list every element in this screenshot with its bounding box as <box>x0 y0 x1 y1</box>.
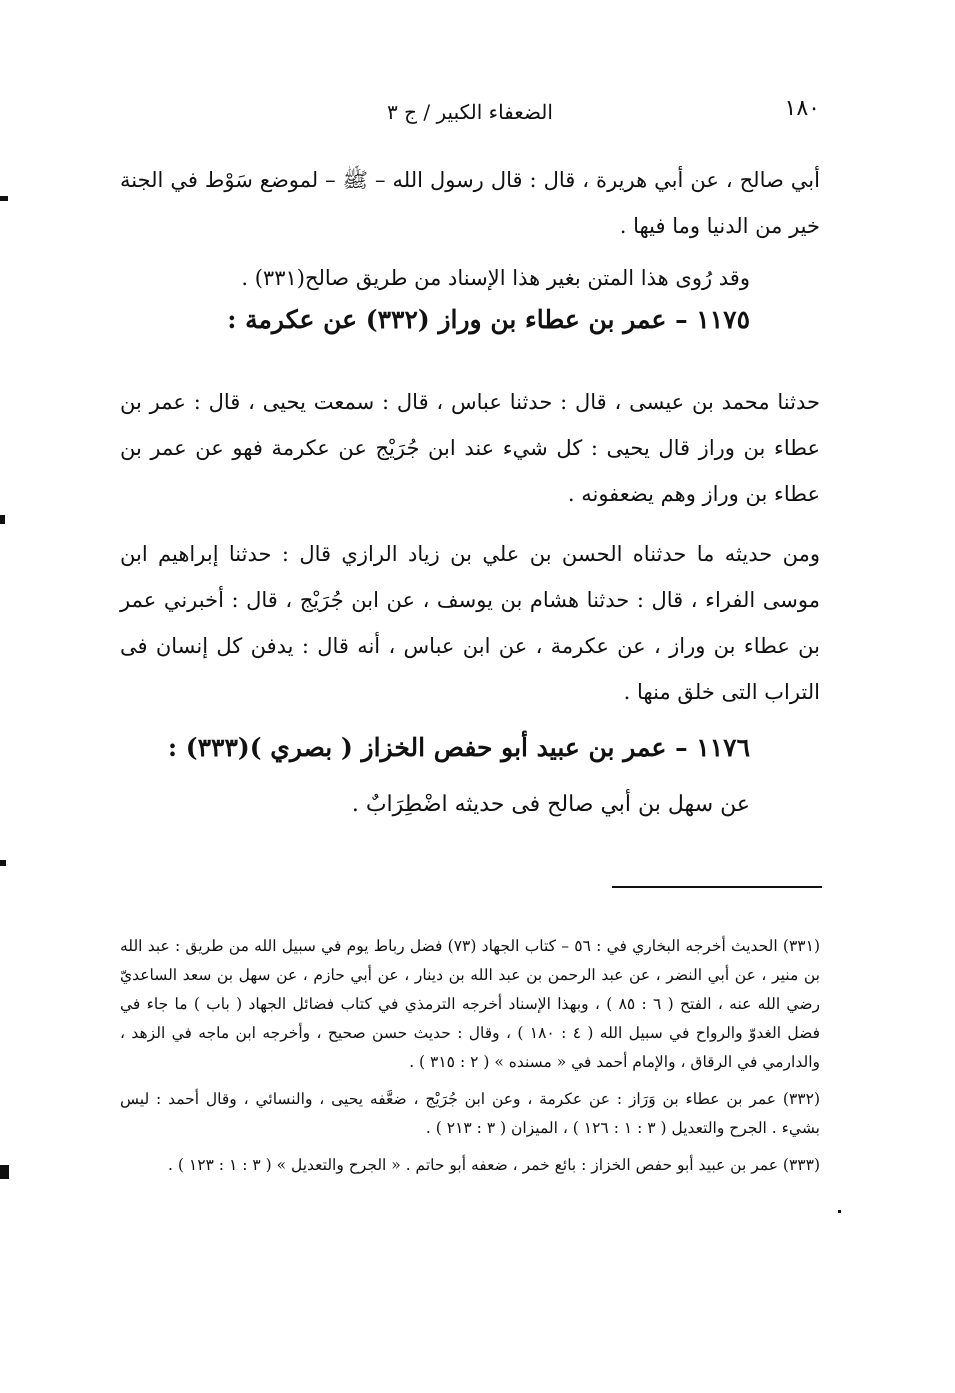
running-title: الضعفاء الكبير / ج ٣ <box>387 100 553 124</box>
paragraph-hadith-continuation: أبي صالح ، عن أبي هريرة ، قال : قال رسول الله – ﷺ – لموضع سَوْط في الجنة خير من الدنيا وما فيها . <box>120 168 820 238</box>
entry-1176-note: عن سهل بن أبي صالح فى حديثه اضْطِرَابٌ . <box>351 792 750 817</box>
entry-heading-1175: ١١٧٥ – عمر بن عطاء بن وراز (٣٣٢) عن عكرمة : <box>227 305 750 334</box>
scan-edge-mark <box>0 860 6 866</box>
paragraph-entry-1175-report: حدثنا محمد بن عيسى ، قال : حدثنا عباس ، قال : سمعت يحيى ، قال : عمر بن عطاء بن وراز قال يحيى : كل شيء عند ابن جُرَيْج عن عكرمة فهو عن عمر بن عطاء بن وراز وهم يضعفونه . <box>120 390 820 506</box>
footnote-divider <box>612 886 822 888</box>
paragraph-alternate-chain: وقد رُوى هذا المتن بغير هذا الإسناد من طريق صالح(٣٣١) . <box>241 266 750 290</box>
scan-speck <box>838 1210 841 1213</box>
footnote-332: (٣٣٢) عمر بن عطاء بن وَرَاز : عن عكرمة ، وعن ابن جُرَيْج ، ضعَّفه يحيى ، والنسائي ، وقال أحمد : ليس بشيء . الجرح والتعديل ( ٣ : ١ : ١٢٦ ) ، الميزان ( ٣ : ٢١٣ ) . <box>120 1090 820 1137</box>
paragraph-entry-1175-hadith: ومن حديثه ما حدثناه الحسن بن علي بن زياد الرازي قال : حدثنا إبراهيم ابن موسى الفراء ، قال : حدثنا هشام بن يوسف ، عن ابن جُرَيْج ، قال : أخبرني عمر بن عطاء بن وراز ، عن عكرمة ، عن ابن عباس ، أنه قال : يدفن كل إنسان فى التراب التى خلق منها . <box>120 542 820 704</box>
entry-heading-1176: ١١٧٦ – عمر بن عبيد أبو حفص الخزاز ( بصري )(٣٣٣) : <box>167 733 750 762</box>
scan-edge-mark <box>0 515 5 524</box>
footnotes <box>120 932 820 1188</box>
scan-edge-mark <box>0 1165 9 1179</box>
footnote-333: (٣٣٣) عمر بن عبيد أبو حفص الخزاز : بائع خمر ، ضعفه أبو حاتم . « الجرح والتعديل » ( ٣ : ١ : ١٢٣ ) . <box>168 1156 820 1174</box>
page-header <box>120 96 820 136</box>
footnote-331: (٣٣١) الحديث أخرجه البخاري في : ٥٦ – كتاب الجهاد (٧٣) فضل رباط يوم في سبيل الله من طريق : عبد الله بن منير ، عن أبي النضر ، عن عبد الرحمن بن عبد الله بن دينار ، عن أبي حازم ، عن سهل بن سعد الساعديّ رضي الله عنه ، الفتح ( ٦ : ٨٥ ) ، وبهذا الإسناد أخرجه الترمذي في كتاب فضائل الجهاد ( باب ) ما جاء في فضل الغدوّ والرواح في سبيل الله ( ٤ : ١٨٠ ) ، وقال : حديث حسن صحيح ، وأخرجه ابن ماجه في الزهد ، والدارمي في الرقاق ، والإمام أحمد في « مسنده » ( ٢ : ٣١٥ ) . <box>120 937 821 1071</box>
scan-edge-mark <box>0 196 8 201</box>
page-number: ١٨٠ <box>784 96 820 121</box>
